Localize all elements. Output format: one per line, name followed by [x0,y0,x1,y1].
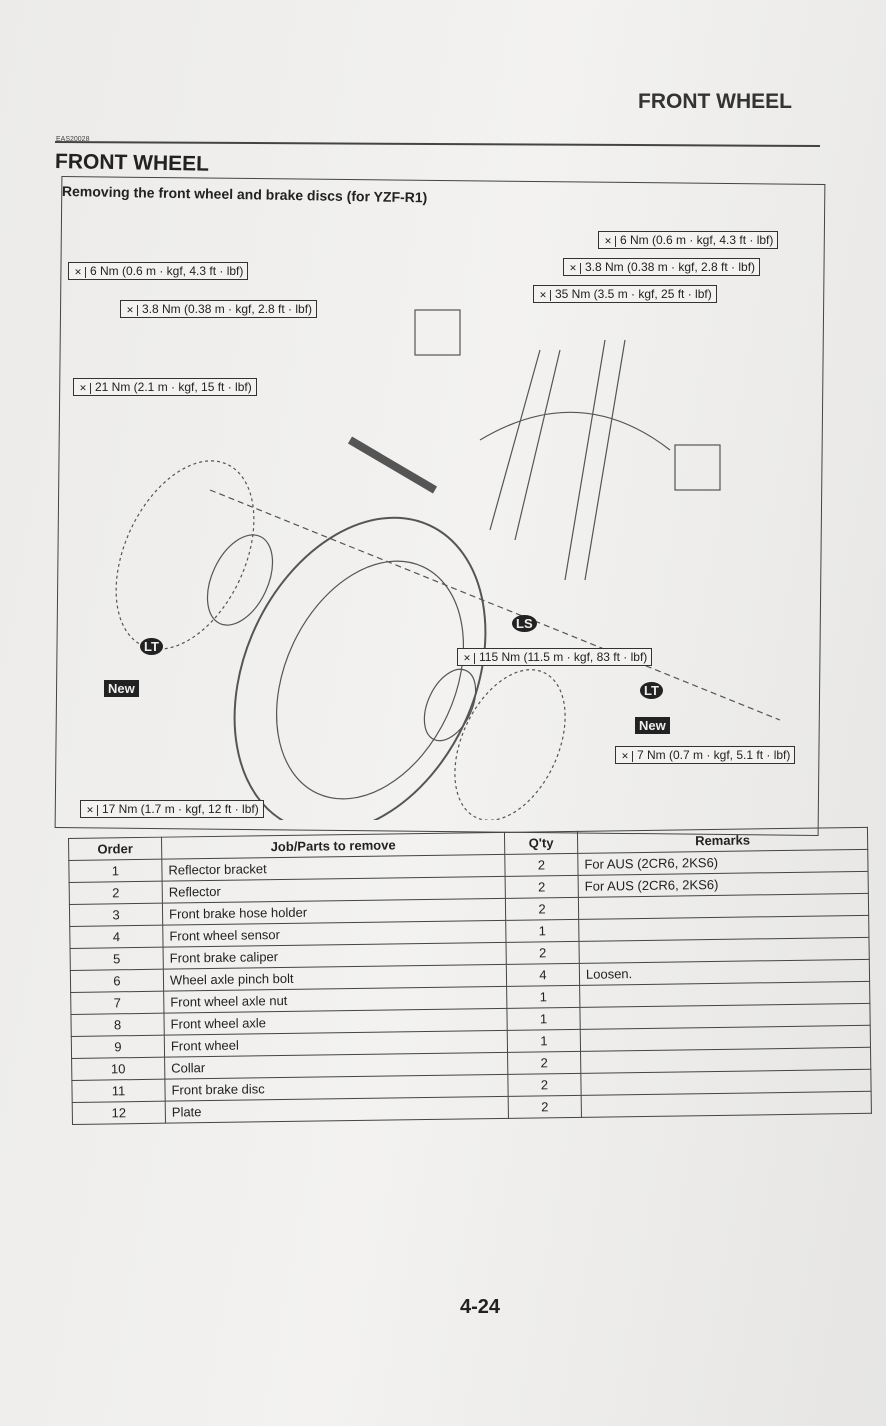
qty-cell: 1 [506,919,579,942]
qty-cell: 4 [506,963,579,986]
plate-right [414,661,486,748]
torque-wrench-icon: ✕ [536,290,551,301]
part-cell: Reflector bracket [162,854,505,881]
diagram-subtitle: Removing the front wheel and brake discs (for YZF-R1) [61,183,428,206]
brake-disc-right [433,652,588,820]
plate-left [194,525,285,636]
part-cell: Front wheel axle [164,1008,507,1035]
part-cell: Front brake caliper [163,942,506,969]
header-rule [55,141,820,147]
torque-spec: ✕ 7 Nm (0.7 m · kgf, 5.1 ft · lbf) [615,746,795,764]
torque-wrench-icon: ✕ [601,236,616,247]
part-cell: Front wheel [164,1030,507,1057]
torque-spec: ✕ 21 Nm (2.1 m · kgf, 15 ft · lbf) [73,378,257,396]
remarks-cell: Loosen. [579,959,869,985]
qty-cell: 2 [508,1051,581,1074]
torque-spec: ✕ 3.8 Nm (0.38 m · kgf, 2.8 ft · lbf) [563,258,760,276]
order-cell: 12 [72,1101,165,1124]
order-cell: 3 [69,903,162,926]
fork-right [565,340,625,580]
qty-cell: 2 [505,897,578,920]
caliper-left [415,310,460,355]
order-cell: 9 [71,1035,164,1058]
part-cell: Front wheel sensor [163,920,506,947]
grease-icon: LS [512,615,537,632]
axle [350,440,435,490]
caliper-right [675,445,720,490]
qty-cell: 2 [508,1073,581,1096]
brake-disc-left [88,439,281,671]
order-cell: 6 [70,969,163,992]
torque-spec: ✕ 6 Nm (0.6 m · kgf, 4.3 ft · lbf) [598,231,778,249]
torque-wrench-icon: ✕ [76,383,91,394]
part-cell: Front wheel axle nut [164,986,507,1013]
torque-wrench-icon: ✕ [83,805,98,816]
section-header: FRONT WHEEL [638,90,792,113]
remarks-cell [581,1091,871,1117]
remarks-cell: For AUS (2CR6, 2KS6) [578,849,868,875]
part-cell: Front brake disc [165,1074,508,1101]
order-cell: 2 [69,881,162,904]
torque-spec: ✕ 6 Nm (0.6 m · kgf, 4.3 ft · lbf) [68,262,248,280]
fender [480,412,670,450]
qty-cell: 1 [507,1029,580,1052]
new-part-badge: New [635,717,670,734]
fork-left [490,350,560,540]
order-cell: 4 [70,925,163,948]
order-cell: 7 [71,991,164,1014]
order-cell: 5 [70,947,163,970]
order-cell: 8 [71,1013,164,1036]
part-cell: Reflector [162,876,505,903]
page-number: 4-24 [460,1296,501,1318]
torque-wrench-icon: ✕ [123,305,138,316]
new-part-badge: New [104,680,139,697]
page-title: FRONT WHEEL [54,150,210,176]
torque-wrench-icon: ✕ [566,263,581,274]
qty-cell: 1 [507,985,580,1008]
torque-spec: ✕ 35 Nm (3.5 m · kgf, 25 ft · lbf) [533,285,717,303]
part-cell: Collar [165,1052,508,1079]
part-cell: Plate [165,1096,508,1123]
remarks-cell: For AUS (2CR6, 2KS6) [578,871,868,897]
order-cell: 11 [72,1079,165,1102]
torque-spec: ✕ 115 Nm (11.5 m · kgf, 83 ft · lbf) [457,648,652,666]
parts-table [68,827,872,1125]
qty-cell: 2 [505,853,578,876]
torque-spec: ✕ 3.8 Nm (0.38 m · kgf, 2.8 ft · lbf) [120,300,317,318]
locktite-icon: LT [140,638,163,655]
torque-wrench-icon: ✕ [618,751,633,762]
qty-cell: 2 [508,1095,581,1118]
wheel-rim [240,531,500,820]
section-code: EAS20028 [56,136,90,143]
locktite-icon: LT [640,682,663,699]
torque-wrench-icon: ✕ [460,653,475,664]
table-header-row: Order Job/Parts to remove Q'ty Remarks [69,827,868,860]
part-cell: Front brake hose holder [162,898,505,925]
order-cell: 1 [69,859,162,882]
torque-wrench-icon: ✕ [71,267,86,278]
qty-cell: 2 [505,875,578,898]
order-cell: 10 [72,1057,165,1080]
part-cell: Wheel axle pinch bolt [163,964,506,991]
qty-cell: 2 [506,941,579,964]
torque-spec: ✕ 17 Nm (1.7 m · kgf, 12 ft · lbf) [80,800,264,818]
qty-cell: 1 [507,1007,580,1030]
